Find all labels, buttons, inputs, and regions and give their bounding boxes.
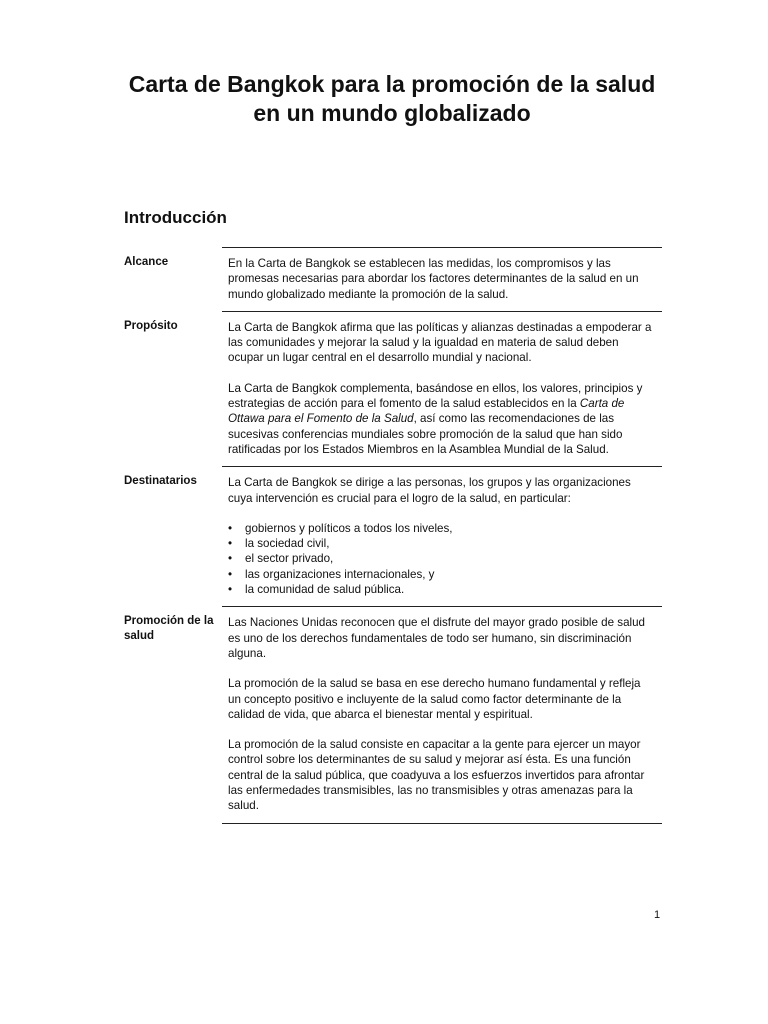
document-title xyxy=(0,70,768,128)
row-body xyxy=(222,247,662,311)
paragraph: La promoción de la salud consiste en capacitar a la gente para ejercer un mayor control sobre los determinantes de su salud y mejorar así ésta. Es una función central de la salud pública, que coadyuva a los esfuerzos invertidos para afrontar las enfermedades transmisibles, las no transmisibles y otras amenazas para la salud. xyxy=(228,738,645,813)
row-label: Propósito xyxy=(124,319,178,332)
list-item-text: gobiernos y políticos a todos los niveles, xyxy=(245,521,453,535)
row-label: Destinatarios xyxy=(124,475,197,488)
bullet-list xyxy=(228,521,656,597)
list-item-text: la sociedad civil, xyxy=(245,537,330,551)
list-item xyxy=(228,536,656,551)
text-run: , así como las recomendaciones de las sucesivas conferencias mundiales sobre promoción de la salud que han sido ratificadas por los Estados Miembros en la Asamblea Mundial de la Salud. xyxy=(228,412,623,456)
title-line-2: en un mundo globalizado xyxy=(253,100,531,126)
paragraph: En la Carta de Bangkok se establecen las medidas, los compromisos y las promesas necesarias para abordar los factores determinantes de la salud en un mundo globalizado mediante la promoción de la salud. xyxy=(228,257,639,301)
paragraph xyxy=(228,381,656,457)
bullet-icon: • xyxy=(228,567,233,581)
row-body xyxy=(222,466,662,606)
paragraph: La promoción de la salud se basa en ese derecho humano fundamental y refleja un concepto positivo e incluyente de la salud como factor determinante de la calidad de vida, que abarca el bienestar mental y espiritual. xyxy=(228,677,641,721)
list-item xyxy=(228,521,656,536)
table-bottom-rule xyxy=(222,823,662,824)
text-run: La Carta de Bangkok complementa, basándose en ellos, los valores, principios y estrategias de acción para el fomento de la salud establecidos en la xyxy=(228,381,643,411)
row-promocion xyxy=(124,606,662,822)
page-number: 1 xyxy=(654,909,661,921)
row-destinatarios xyxy=(124,466,662,606)
list-item xyxy=(228,582,656,597)
row-proposito xyxy=(124,311,662,466)
section-heading: Introducción xyxy=(124,208,227,227)
row-alcance xyxy=(124,247,662,311)
row-body xyxy=(222,311,662,466)
paragraph: La Carta de Bangkok se dirige a las personas, los grupos y las organizaciones cuya intervención es crucial para el logro de la salud, en particular: xyxy=(228,476,631,505)
content-table xyxy=(124,247,662,824)
list-item xyxy=(228,567,656,582)
paragraph: Las Naciones Unidas reconocen que el disfrute del mayor grado posible de salud es uno de los derechos fundamentales de todo ser humano, sin discriminación alguna. xyxy=(228,616,645,660)
title-line-1: Carta de Bangkok para la promoción de la salud xyxy=(128,71,656,97)
list-item-text: las organizaciones internacionales, y xyxy=(245,567,435,581)
bullet-icon: • xyxy=(228,552,233,566)
bullet-icon: • xyxy=(228,521,233,535)
list-item-text: la comunidad de salud pública. xyxy=(245,583,405,597)
row-label: Alcance xyxy=(124,256,169,268)
row-body xyxy=(222,606,662,822)
paragraph: La Carta de Bangkok afirma que las políticas y alianzas destinadas a empoderar a las comunidades y mejorar la salud y la igualdad en materia de salud deben ocupar un lugar central en el desarrollo mundial y nacional. xyxy=(228,320,652,365)
italic-title: Carta de Ottawa para el Fomento de la Salud xyxy=(228,397,625,426)
bullet-icon: • xyxy=(228,537,233,551)
list-item xyxy=(228,551,656,566)
row-label: Promoción de la salud xyxy=(124,615,214,643)
bullet-icon: • xyxy=(228,583,233,597)
list-item-text: el sector privado, xyxy=(245,552,334,566)
